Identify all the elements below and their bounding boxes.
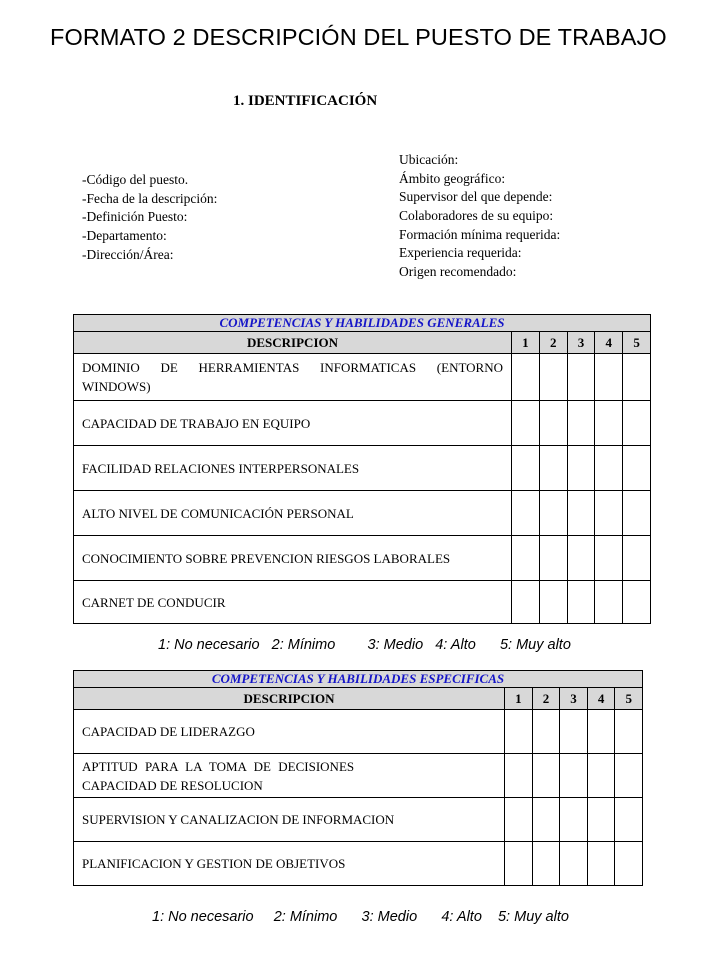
rating-cell-3[interactable] xyxy=(567,581,595,624)
field-experiencia: Experiencia requerida: xyxy=(399,245,522,261)
field-origen-recomendado: Origen recomendado: xyxy=(399,264,517,280)
rating-cell-5[interactable] xyxy=(615,710,643,754)
column-header-2: 2 xyxy=(539,332,567,354)
specific-competencies-table xyxy=(73,670,643,886)
competency-description: APTITUD PARA LA TOMA DE DECISIONES CAPACIDAD DE RESOLUCION xyxy=(74,754,505,798)
rating-cell-2[interactable] xyxy=(539,354,567,401)
field-definicion-puesto: -Definición Puesto: xyxy=(82,209,188,225)
field-codigo-puesto: -Código del puesto. xyxy=(82,172,189,187)
field-departamento: -Departamento: xyxy=(82,228,167,244)
rating-cell-2[interactable] xyxy=(539,446,567,491)
table-row xyxy=(74,491,651,536)
field-colaboradores: Colaboradores de su equipo: xyxy=(399,208,554,224)
column-header-descripcion: DESCRIPCION xyxy=(74,332,512,354)
column-header-4: 4 xyxy=(587,688,615,710)
field-direccion-area: -Dirección/Área: xyxy=(82,246,174,262)
rating-cell-1[interactable] xyxy=(505,710,533,754)
document-title: FORMATO 2 DESCRIPCIÓN DEL PUESTO DE TRABAJO xyxy=(50,24,667,50)
competency-description: ALTO NIVEL DE COMUNICACIÓN PERSONAL xyxy=(74,491,512,536)
rating-cell-3[interactable] xyxy=(567,446,595,491)
table-row xyxy=(74,710,643,754)
rating-cell-2[interactable] xyxy=(532,710,560,754)
column-header-1: 1 xyxy=(505,688,533,710)
general-competencies-table xyxy=(73,314,651,624)
competency-description: CAPACIDAD DE LIDERAZGO xyxy=(74,710,505,754)
rating-cell-1[interactable] xyxy=(512,401,540,446)
rating-cell-5[interactable] xyxy=(615,754,643,798)
identification-left-fields xyxy=(82,171,217,264)
table-row xyxy=(74,754,643,798)
specific-table-caption: COMPETENCIAS Y HABILIDADES ESPECIFICAS xyxy=(74,671,643,688)
table-row xyxy=(74,401,651,446)
rating-cell-3[interactable] xyxy=(560,710,588,754)
identification-heading: 1. IDENTIFICACIÓN xyxy=(233,93,378,109)
competency-description: CONOCIMIENTO SOBRE PREVENCION RIESGOS LABORALES xyxy=(74,536,512,581)
table-row xyxy=(74,446,651,491)
rating-cell-4[interactable] xyxy=(595,536,623,581)
rating-cell-2[interactable] xyxy=(539,536,567,581)
general-table-caption: COMPETENCIAS Y HABILIDADES GENERALES xyxy=(74,315,651,332)
competency-description: SUPERVISION Y CANALIZACION DE INFORMACION xyxy=(74,798,505,842)
column-header-4: 4 xyxy=(595,332,623,354)
rating-cell-5[interactable] xyxy=(623,536,651,581)
rating-cell-3[interactable] xyxy=(560,798,588,842)
rating-cell-1[interactable] xyxy=(512,581,540,624)
rating-cell-5[interactable] xyxy=(623,354,651,401)
competency-description: CARNET DE CONDUCIR xyxy=(74,581,512,624)
rating-cell-4[interactable] xyxy=(587,710,615,754)
column-header-descripcion: DESCRIPCION xyxy=(74,688,505,710)
column-header-2: 2 xyxy=(532,688,560,710)
rating-cell-2[interactable] xyxy=(539,401,567,446)
column-header-3: 3 xyxy=(567,332,595,354)
rating-cell-5[interactable] xyxy=(615,798,643,842)
competency-description: FACILIDAD RELACIONES INTERPERSONALES xyxy=(74,446,512,491)
rating-cell-4[interactable] xyxy=(587,842,615,886)
rating-cell-5[interactable] xyxy=(623,401,651,446)
rating-cell-4[interactable] xyxy=(595,581,623,624)
competency-description: DOMINIO DE HERRAMIENTAS INFORMATICAS (ENTORNO WINDOWS) xyxy=(74,354,512,401)
rating-cell-2[interactable] xyxy=(539,491,567,536)
rating-cell-2[interactable] xyxy=(532,798,560,842)
rating-cell-1[interactable] xyxy=(505,798,533,842)
rating-cell-4[interactable] xyxy=(587,754,615,798)
rating-cell-1[interactable] xyxy=(505,842,533,886)
competency-description: PLANIFICACION Y GESTION DE OBJETIVOS xyxy=(74,842,505,886)
field-formacion-minima: Formación mínima requerida: xyxy=(399,226,561,242)
rating-cell-4[interactable] xyxy=(595,491,623,536)
rating-cell-1[interactable] xyxy=(512,536,540,581)
rating-cell-4[interactable] xyxy=(595,446,623,491)
field-ubicacion: Ubicación: xyxy=(399,152,459,167)
column-header-3: 3 xyxy=(560,688,588,710)
rating-cell-2[interactable] xyxy=(532,842,560,886)
column-header-5: 5 xyxy=(623,332,651,354)
competency-description: CAPACIDAD DE TRABAJO EN EQUIPO xyxy=(74,401,512,446)
table-row xyxy=(74,798,643,842)
table-row xyxy=(74,536,651,581)
rating-cell-1[interactable] xyxy=(512,446,540,491)
field-supervisor: Supervisor del que depende: xyxy=(399,189,553,205)
rating-cell-5[interactable] xyxy=(623,581,651,624)
rating-cell-1[interactable] xyxy=(512,491,540,536)
column-header-5: 5 xyxy=(615,688,643,710)
rating-cell-3[interactable] xyxy=(567,491,595,536)
rating-cell-3[interactable] xyxy=(567,536,595,581)
rating-cell-3[interactable] xyxy=(560,842,588,886)
field-fecha-descripcion: -Fecha de la descripción: xyxy=(82,190,218,206)
table-row xyxy=(74,581,651,624)
rating-cell-5[interactable] xyxy=(623,446,651,491)
identification-right-fields xyxy=(399,151,560,282)
column-header-1: 1 xyxy=(512,332,540,354)
rating-cell-1[interactable] xyxy=(512,354,540,401)
table-row xyxy=(74,842,643,886)
rating-cell-4[interactable] xyxy=(587,798,615,842)
rating-cell-3[interactable] xyxy=(560,754,588,798)
rating-legend-specific: 1: No necesario 2: Mínimo 3: Medio 4: Alto 5: Muy alto xyxy=(152,909,569,925)
rating-cell-2[interactable] xyxy=(539,581,567,624)
rating-cell-5[interactable] xyxy=(623,491,651,536)
rating-cell-3[interactable] xyxy=(567,354,595,401)
rating-cell-4[interactable] xyxy=(595,354,623,401)
rating-legend-general: 1: No necesario 2: Mínimo 3: Medio 4: Alto 5: Muy alto xyxy=(158,637,571,653)
table-row xyxy=(74,354,651,401)
rating-cell-2[interactable] xyxy=(532,754,560,798)
rating-cell-4[interactable] xyxy=(595,401,623,446)
field-ambito-geografico: Ámbito geográfico: xyxy=(399,170,506,186)
rating-cell-5[interactable] xyxy=(615,842,643,886)
rating-cell-1[interactable] xyxy=(505,754,533,798)
rating-cell-3[interactable] xyxy=(567,401,595,446)
